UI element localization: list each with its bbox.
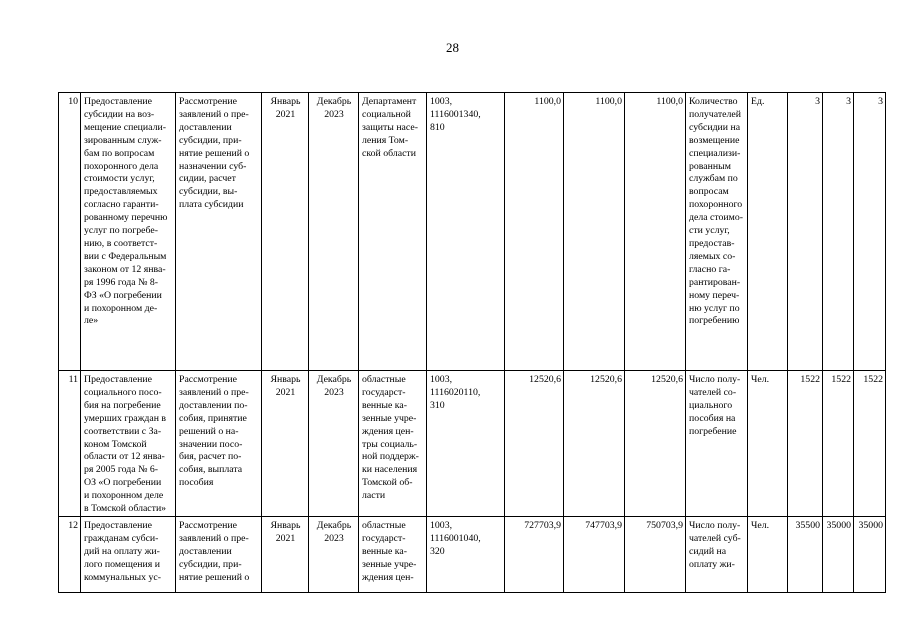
indicator-name-line: службам по	[689, 173, 738, 185]
indicator-name-line: гласно га-	[689, 263, 731, 275]
start-date-line: 2021	[275, 386, 296, 398]
activity-name-line: области от 12 янва-	[84, 451, 165, 463]
end-date	[309, 93, 359, 371]
funding-2021: 1100,0	[505, 93, 564, 371]
indicator-name-line: Число полу-	[689, 374, 741, 385]
indicator-name-line: Число полу-	[689, 519, 741, 531]
indicator-name-line: погребению	[689, 315, 740, 327]
executor-line: ления Том-	[362, 134, 409, 146]
indicator-name-line: оплату жи-	[689, 558, 735, 570]
executor	[359, 516, 427, 592]
activity-name-line: законом от 12 янва-	[84, 263, 166, 275]
indicator-2021: 35500	[788, 516, 823, 592]
funding-2021: 727703,9	[505, 516, 564, 592]
table-row	[59, 371, 886, 517]
indicator-2021: 3	[788, 93, 823, 371]
indicator-name-line: дела стоимо-	[689, 212, 744, 224]
executor-line: Департамент	[362, 96, 417, 107]
start-date-line: 2021	[275, 532, 296, 544]
activity-content-line: субсидии, при-	[179, 558, 242, 570]
start-date-line: Январь	[270, 374, 301, 385]
funding-2021: 12520,6	[505, 371, 564, 517]
indicator-name-line: рованным	[689, 160, 731, 172]
activity-content-line: значении посо-	[179, 438, 243, 450]
indicator-name-line: предостав-	[689, 237, 735, 249]
executor-line: венные ка-	[362, 545, 408, 557]
activity-name-line: гражданам субси-	[84, 532, 159, 544]
indicator-name-line: погребение	[689, 425, 737, 437]
indicator-2023: 35000	[854, 516, 886, 592]
activity-content-line: субсидии, вы-	[179, 186, 238, 198]
indicator-2022: 3	[823, 93, 854, 371]
activity-content	[176, 93, 262, 371]
executor-line: венные ка-	[362, 399, 408, 411]
activity-content-line: доставлении	[179, 545, 232, 557]
activity-name-line: вии с Федеральным	[84, 250, 167, 262]
indicator-name-line: ню услуг по	[689, 302, 740, 314]
activity-content-line: доставлении	[179, 121, 232, 133]
activity-name-line: услуг по погребе-	[84, 225, 158, 237]
indicator-2023: 1522	[854, 371, 886, 517]
start-date	[262, 516, 309, 592]
indicator-name-line: получателей	[689, 108, 741, 120]
activity-name-line: зированным служ-	[84, 134, 162, 146]
budget-code	[427, 516, 505, 592]
activity-name-line: субсидии на воз-	[84, 108, 155, 120]
activity-name-line: рованному перечню	[84, 212, 168, 224]
activity-name	[81, 516, 176, 592]
indicator-name-line: субсидии на	[689, 121, 741, 133]
end-date-line: Декабрь	[316, 96, 352, 107]
activity-content-line: собия, выплата	[179, 464, 243, 476]
activity-content-line: нятие решений о	[179, 147, 250, 159]
indicator-name	[686, 371, 748, 517]
activity-content-line: решений о на-	[179, 425, 239, 437]
activity-content	[176, 371, 262, 517]
indicator-name-line: Количество	[689, 96, 738, 107]
budget-code-line: 1003,	[430, 519, 453, 531]
budget-code-line: 1003,	[430, 374, 453, 385]
row-index: 10	[59, 93, 81, 371]
activity-content-line: заявлений о пре-	[179, 108, 249, 120]
unit: Ед.	[748, 93, 788, 371]
indicator-2023: 3	[854, 93, 886, 371]
start-date	[262, 93, 309, 371]
activity-content-line: доставлении по-	[179, 399, 248, 411]
budget-code-line: 810	[430, 121, 445, 133]
executor-line: ждения цен-	[362, 571, 414, 583]
activity-content-line: субсидии, при-	[179, 134, 242, 146]
budget-code-line: 1116001040,	[430, 532, 481, 544]
activity-content-line: Рассмотрение	[179, 519, 237, 531]
executor-line: государст-	[362, 386, 406, 398]
indicator-name-line: вопросам	[689, 186, 729, 198]
executor-line: зенные учре-	[362, 412, 417, 424]
activity-content-line: назначении суб-	[179, 160, 247, 172]
funding-2023: 750703,9	[625, 516, 686, 592]
end-date-line: 2023	[324, 532, 344, 544]
start-date-line: Январь	[270, 96, 301, 107]
budget-code-line: 1003,	[430, 96, 453, 107]
activity-name-line: мещение специали-	[84, 121, 166, 133]
activity-name-line: ФЗ «О погребении	[84, 289, 162, 301]
activity-name-line: ря 1996 года № 8-	[84, 276, 159, 288]
row-index: 12	[59, 516, 81, 592]
executor-line: государст-	[362, 532, 406, 544]
budget-code	[427, 371, 505, 517]
end-date-line: Декабрь	[316, 519, 352, 531]
activity-name-line: ОЗ «О погребении	[84, 477, 162, 489]
indicator-name-line: чателей со-	[689, 386, 737, 398]
budget-code	[427, 93, 505, 371]
indicator-2022: 1522	[823, 371, 854, 517]
activity-content-line: нятие решений о	[179, 571, 250, 583]
activity-name-line: ле»	[84, 315, 99, 327]
indicator-name	[686, 93, 748, 371]
executor-line: защиты насе-	[362, 121, 418, 133]
indicator-name-line: ляемых со-	[689, 250, 736, 262]
executor-line: ской области	[362, 147, 416, 159]
executor-line: ной поддерж-	[362, 451, 419, 463]
indicator-name-line: специализи-	[689, 147, 741, 159]
indicator-name-line: сти услуг,	[689, 225, 730, 237]
indicator-name	[686, 516, 748, 592]
table-row	[59, 93, 886, 371]
activity-name-line: соответствии с За-	[84, 425, 162, 437]
executor-line: областные	[362, 374, 406, 385]
start-date-line: 2021	[275, 108, 296, 120]
table-row	[59, 516, 886, 592]
activity-name-line: бия на погребение	[84, 399, 161, 411]
funding-2023: 12520,6	[625, 371, 686, 517]
indicator-name-line: циального	[689, 399, 733, 411]
budget-code-line: 1116001340,	[430, 108, 481, 120]
activity-name-line: предоставляемых	[84, 186, 158, 198]
activity-name-line: ря 2005 года № 6-	[84, 464, 159, 476]
indicator-name-line: пособия на	[689, 412, 736, 424]
start-date-line: Январь	[270, 519, 301, 531]
end-date	[309, 516, 359, 592]
funding-2022: 747703,9	[564, 516, 625, 592]
activity-name-line: согласно гаранти-	[84, 199, 159, 211]
end-date-line: 2023	[324, 386, 344, 398]
activity-name	[81, 371, 176, 517]
unit: Чел.	[748, 516, 788, 592]
unit: Чел.	[748, 371, 788, 517]
executor	[359, 371, 427, 517]
activity-content-line: Рассмотрение	[179, 96, 237, 107]
activity-content-line: сидии, расчет	[179, 173, 236, 185]
activity-name	[81, 93, 176, 371]
activity-name-line: лого помещения и	[84, 558, 160, 570]
indicator-name-line: рантирован-	[689, 276, 741, 288]
end-date-line: 2023	[324, 108, 344, 120]
indicator-name-line: ному переч-	[689, 289, 740, 301]
budget-code-line: 320	[430, 545, 445, 557]
indicator-name-line: похоронного	[689, 199, 743, 211]
page-number: 28	[446, 40, 459, 55]
program-activities-table	[58, 92, 886, 593]
activity-name-line: социального посо-	[84, 386, 162, 398]
funding-2023: 1100,0	[625, 93, 686, 371]
budget-code-line: 310	[430, 399, 445, 411]
start-date	[262, 371, 309, 517]
activity-name-line: и похоронном деле	[84, 490, 164, 502]
activity-name-line: похоронного дела	[84, 160, 159, 172]
activity-name-line: бам по вопросам	[84, 147, 155, 159]
activity-content-line: плата субсидии	[179, 199, 244, 211]
indicator-name-line: сидий на	[689, 545, 727, 557]
activity-content	[176, 516, 262, 592]
executor-line: зенные учре-	[362, 558, 417, 570]
activity-name-line: Предоставление	[84, 96, 152, 107]
activity-name-line: коном Томской	[84, 438, 147, 450]
executor-line: ласти	[362, 490, 386, 502]
activity-name-line: дий на оплату жи-	[84, 545, 160, 557]
activity-name-line: коммунальных ус-	[84, 571, 161, 583]
executor-line: ки населения	[362, 464, 418, 476]
activity-name-line: стоимости услуг,	[84, 173, 155, 185]
indicator-2021: 1522	[788, 371, 823, 517]
executor-line: тры социаль-	[362, 438, 418, 450]
indicator-name-line: чателей суб-	[689, 532, 741, 544]
activity-name-line: в Томской области»	[84, 503, 167, 515]
activity-content-line: бия, расчет по-	[179, 451, 242, 463]
activity-name-line: умерших граждан в	[84, 412, 167, 424]
end-date	[309, 371, 359, 517]
budget-code-line: 1116020110,	[430, 386, 481, 398]
activity-content-line: заявлений о пре-	[179, 386, 249, 398]
activity-name-line: Предоставление	[84, 519, 152, 531]
activity-content-line: собия, принятие	[179, 412, 247, 424]
indicator-name-line: возмещение	[689, 134, 740, 146]
activity-content-line: заявлений о пре-	[179, 532, 249, 544]
funding-2022: 1100,0	[564, 93, 625, 371]
executor	[359, 93, 427, 371]
activity-content-line: Рассмотрение	[179, 374, 237, 385]
activity-name-line: нию, в соответст-	[84, 237, 158, 249]
row-index: 11	[59, 371, 81, 517]
indicator-2022: 35000	[823, 516, 854, 592]
executor-line: социальной	[362, 108, 411, 120]
executor-line: областные	[362, 519, 406, 531]
end-date-line: Декабрь	[316, 374, 352, 385]
executor-line: Томской об-	[362, 477, 413, 489]
activity-name-line: Предоставление	[84, 374, 152, 385]
activity-content-line: пособия	[179, 477, 214, 489]
activity-name-line: и похоронном де-	[84, 302, 158, 314]
executor-line: ждения цен-	[362, 425, 414, 437]
funding-2022: 12520,6	[564, 371, 625, 517]
